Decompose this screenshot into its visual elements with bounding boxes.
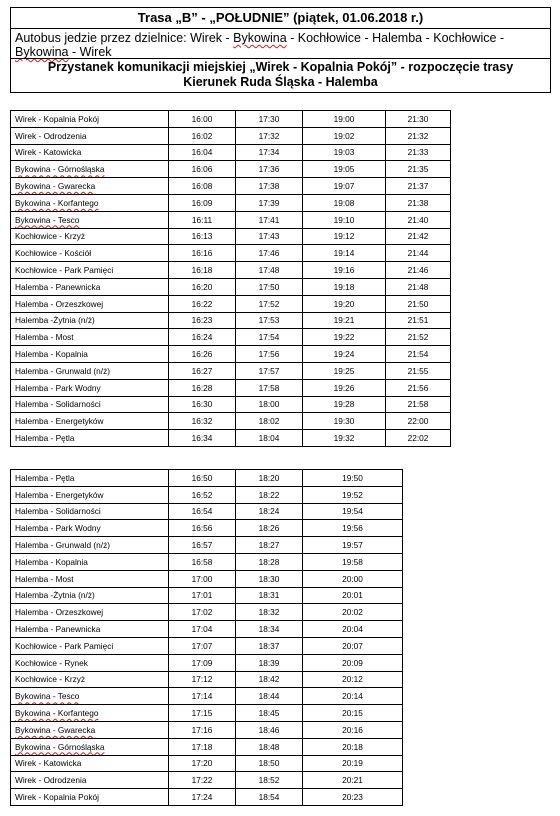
stop-name: Halemba - Panewnicka: [11, 278, 169, 295]
table-row: [11, 520, 403, 537]
stop-name: Kochłowice - Rynek: [11, 654, 169, 671]
departure-time: 17:00: [169, 570, 236, 587]
route-header: [10, 7, 551, 93]
departure-time: 17:01: [169, 587, 236, 604]
departure-time: 16:23: [169, 312, 236, 329]
departure-time: 21:40: [386, 211, 451, 228]
table-row: [11, 789, 403, 806]
departure-time: 20:23: [303, 789, 403, 806]
stop-name: Halemba - Solidarności: [11, 396, 169, 413]
stop-name: Wirek - Odrodzenia: [11, 127, 169, 144]
table-row: [11, 329, 451, 346]
stop-district: Bykowina - Tesco: [15, 214, 80, 225]
departure-time: 21:56: [386, 379, 451, 396]
table-row: [11, 553, 403, 570]
stop-name: Halemba - Solidarności: [11, 503, 169, 520]
departure-time: 17:56: [236, 346, 303, 363]
departure-time: 16:00: [169, 111, 236, 128]
timetable-outbound: [10, 110, 451, 447]
departure-time: 21:51: [386, 312, 451, 329]
departure-time: 16:56: [169, 520, 236, 537]
departure-time: 16:24: [169, 329, 236, 346]
stop-name: [11, 721, 169, 738]
direction-line: Kierunek Ruda Śląska - Halemba: [183, 75, 378, 89]
departure-time: 17:43: [236, 228, 303, 245]
stop-district: Bykowina - Górnośląska: [15, 741, 105, 752]
departure-time: 20:07: [303, 637, 403, 654]
route-districts: [11, 29, 550, 59]
departure-time: 18:20: [236, 470, 303, 487]
district-bykowina: Bykowina: [15, 45, 69, 59]
departure-time: 21:32: [386, 127, 451, 144]
departure-time: 19:58: [303, 553, 403, 570]
departure-time: 21:44: [386, 245, 451, 262]
table-row: [11, 688, 403, 705]
table-row: [11, 537, 403, 554]
table-row: [11, 295, 451, 312]
table-row: [11, 111, 451, 128]
table-row: [11, 503, 403, 520]
stop-district: Bykowina - Tesco: [15, 691, 80, 702]
departure-time: 16:58: [169, 553, 236, 570]
timetable-return: [10, 469, 403, 806]
table-row: [11, 245, 451, 262]
departure-time: 16:27: [169, 362, 236, 379]
departure-time: 18:24: [236, 503, 303, 520]
table-row: [11, 362, 451, 379]
stop-name: Kochłowice - Krzyż: [11, 228, 169, 245]
departure-time: 17:36: [236, 161, 303, 178]
departure-time: 17:57: [236, 362, 303, 379]
departure-time: 16:04: [169, 144, 236, 161]
departure-time: 18:37: [236, 637, 303, 654]
departure-time: 16:34: [169, 430, 236, 447]
table-row: [11, 738, 403, 755]
table-row: [11, 346, 451, 363]
departure-time: 17:24: [169, 789, 236, 806]
departure-time: 20:09: [303, 654, 403, 671]
departure-time: 17:09: [169, 654, 236, 671]
stop-name: Halemba - Energetyków: [11, 413, 169, 430]
table-row: [11, 413, 451, 430]
stop-name: Halemba - Park Wodny: [11, 520, 169, 537]
stop-name: Halemba - Pętla: [11, 470, 169, 487]
stop-name: Halemba - Orzeszkowej: [11, 295, 169, 312]
table-row: [11, 228, 451, 245]
departure-time: 18:04: [236, 430, 303, 447]
departure-time: 17:48: [236, 262, 303, 279]
table-row: [11, 379, 451, 396]
departure-time: 18:54: [236, 789, 303, 806]
table-row: [11, 211, 451, 228]
departure-time: 21:38: [386, 194, 451, 211]
departure-time: 16:20: [169, 278, 236, 295]
table-row: [11, 470, 403, 487]
route-start-info: [11, 59, 550, 92]
departure-time: 19:10: [303, 211, 386, 228]
departure-time: 19:05: [303, 161, 386, 178]
stop-name: Wirek - Kopalnia Pokój: [11, 111, 169, 128]
departure-time: 20:04: [303, 621, 403, 638]
stop-name: Halemba -Żytnia (n/ż): [11, 312, 169, 329]
departure-time: 19:50: [303, 470, 403, 487]
departure-time: 19:20: [303, 295, 386, 312]
stop-name: [11, 178, 169, 195]
districts-prefix: Autobus jedzie przez dzielnice: Wirek -: [15, 31, 234, 45]
departure-time: 17:41: [236, 211, 303, 228]
departure-time: 16:06: [169, 161, 236, 178]
departure-time: 22:02: [386, 430, 451, 447]
departure-time: 17:50: [236, 278, 303, 295]
stop-name: [11, 161, 169, 178]
stop-district: Bykowina - Korfantego: [15, 708, 99, 719]
departure-time: 16:02: [169, 127, 236, 144]
departure-time: 22:00: [386, 413, 451, 430]
departure-time: 17:32: [236, 127, 303, 144]
table-row: [11, 621, 403, 638]
departure-time: 17:02: [169, 604, 236, 621]
departure-time: 20:16: [303, 721, 403, 738]
table-row: [11, 637, 403, 654]
departure-time: 17:54: [236, 329, 303, 346]
departure-time: 21:33: [386, 144, 451, 161]
table-row: [11, 671, 403, 688]
departure-time: 18:50: [236, 755, 303, 772]
stop-name: [11, 738, 169, 755]
departure-time: 17:20: [169, 755, 236, 772]
districts-middle: - Kochłowice - Halemba - Kochłowice -: [286, 31, 505, 45]
table-row: [11, 570, 403, 587]
stop-name: Halemba -Żytnia (n/ż): [11, 587, 169, 604]
departure-time: 17:58: [236, 379, 303, 396]
departure-time: 17:04: [169, 621, 236, 638]
table-row: [11, 772, 403, 789]
departure-time: 19:25: [303, 362, 386, 379]
departure-time: 17:30: [236, 111, 303, 128]
table-row: [11, 278, 451, 295]
table-row: [11, 604, 403, 621]
table-row: [11, 755, 403, 772]
districts-suffix: - Wirek: [68, 45, 112, 59]
stop-name: Halemba - Orzeszkowej: [11, 604, 169, 621]
departure-time: 21:58: [386, 396, 451, 413]
departure-time: 21:30: [386, 111, 451, 128]
stop-name: Halemba - Energetyków: [11, 486, 169, 503]
table-row: [11, 587, 403, 604]
table-row: [11, 161, 451, 178]
departure-time: 18:22: [236, 486, 303, 503]
departure-time: 19:54: [303, 503, 403, 520]
departure-time: 18:42: [236, 671, 303, 688]
departure-time: 19:56: [303, 520, 403, 537]
departure-time: 20:18: [303, 738, 403, 755]
departure-time: 17:18: [169, 738, 236, 755]
stop-name: Halemba - Panewnicka: [11, 621, 169, 638]
departure-time: 16:16: [169, 245, 236, 262]
table-row: [11, 430, 451, 447]
departure-time: 19:12: [303, 228, 386, 245]
table-row: [11, 144, 451, 161]
departure-time: 19:16: [303, 262, 386, 279]
stop-name: [11, 705, 169, 722]
departure-time: 18:31: [236, 587, 303, 604]
stop-name: Kochłowice - Park Pamięci: [11, 262, 169, 279]
stop-name: Halemba - Grunwald (n/ż): [11, 537, 169, 554]
departure-time: 21:37: [386, 178, 451, 195]
departure-time: 21:35: [386, 161, 451, 178]
route-title: Trasa „B” - „POŁUDNIE” (piątek, 01.06.2018 r.): [11, 8, 550, 29]
departure-time: 17:53: [236, 312, 303, 329]
departure-time: 19:30: [303, 413, 386, 430]
stop-name: Kochłowice - Park Pamięci: [11, 637, 169, 654]
departure-time: 16:30: [169, 396, 236, 413]
departure-time: 19:24: [303, 346, 386, 363]
departure-time: 21:54: [386, 346, 451, 363]
departure-time: 20:21: [303, 772, 403, 789]
departure-time: 18:30: [236, 570, 303, 587]
departure-time: 16:18: [169, 262, 236, 279]
table-row: [11, 127, 451, 144]
departure-time: 18:27: [236, 537, 303, 554]
stop-name: Kochłowice - Kościół: [11, 245, 169, 262]
departure-time: 17:22: [169, 772, 236, 789]
departure-time: 16:52: [169, 486, 236, 503]
departure-time: 19:18: [303, 278, 386, 295]
departure-time: 16:54: [169, 503, 236, 520]
departure-time: 16:57: [169, 537, 236, 554]
departure-time: 20:12: [303, 671, 403, 688]
departure-time: 17:39: [236, 194, 303, 211]
departure-time: 19:00: [303, 111, 386, 128]
departure-time: 18:02: [236, 413, 303, 430]
departure-time: 18:39: [236, 654, 303, 671]
departure-time: 19:08: [303, 194, 386, 211]
departure-time: 18:48: [236, 738, 303, 755]
departure-time: 19:14: [303, 245, 386, 262]
departure-time: 18:44: [236, 688, 303, 705]
departure-time: 20:02: [303, 604, 403, 621]
stop-name: Halemba - Kopalnia: [11, 553, 169, 570]
departure-time: 20:01: [303, 587, 403, 604]
table-row: [11, 721, 403, 738]
departure-time: 17:16: [169, 721, 236, 738]
stop-name: Wirek - Katowicka: [11, 144, 169, 161]
departure-time: 21:42: [386, 228, 451, 245]
start-stop-line: Przystanek komunikacji miejskiej „Wirek - Kopalnia Pokój” - rozpoczęcie trasy: [47, 60, 514, 74]
departure-time: 17:46: [236, 245, 303, 262]
departure-time: 16:09: [169, 194, 236, 211]
departure-time: 16:32: [169, 413, 236, 430]
departure-time: 16:22: [169, 295, 236, 312]
departure-time: 16:13: [169, 228, 236, 245]
table-row: [11, 486, 403, 503]
stop-district: Bykowina - Gwarecka: [15, 181, 96, 192]
departure-time: 20:15: [303, 705, 403, 722]
stop-name: [11, 211, 169, 228]
stop-name: Halemba - Park Wodny: [11, 379, 169, 396]
departure-time: 21:50: [386, 295, 451, 312]
stop-name: Wirek - Katowicka: [11, 755, 169, 772]
departure-time: 16:08: [169, 178, 236, 195]
departure-time: 18:28: [236, 553, 303, 570]
departure-time: 19:02: [303, 127, 386, 144]
departure-time: 20:19: [303, 755, 403, 772]
departure-time: 16:28: [169, 379, 236, 396]
stop-name: Wirek - Kopalnia Pokój: [11, 789, 169, 806]
stop-name: Wirek - Odrodzenia: [11, 772, 169, 789]
departure-time: 17:15: [169, 705, 236, 722]
stop-name: [11, 688, 169, 705]
table-row: [11, 178, 451, 195]
table-row: [11, 705, 403, 722]
departure-time: 17:14: [169, 688, 236, 705]
departure-time: 18:26: [236, 520, 303, 537]
departure-time: 21:48: [386, 278, 451, 295]
departure-time: 19:22: [303, 329, 386, 346]
stop-name: Halemba - Kopalnia: [11, 346, 169, 363]
departure-time: 17:12: [169, 671, 236, 688]
district-bykowina: Bykowina: [233, 31, 287, 45]
table-row: [11, 312, 451, 329]
stop-district: Bykowina - Korfantego: [15, 197, 99, 208]
departure-time: 18:52: [236, 772, 303, 789]
table-row: [11, 262, 451, 279]
departure-time: 18:45: [236, 705, 303, 722]
departure-time: 19:21: [303, 312, 386, 329]
stop-name: Halemba - Grunwald (n/ż): [11, 362, 169, 379]
departure-time: 17:34: [236, 144, 303, 161]
departure-time: 19:07: [303, 178, 386, 195]
departure-time: 18:46: [236, 721, 303, 738]
departure-time: 19:28: [303, 396, 386, 413]
departure-time: 21:46: [386, 262, 451, 279]
departure-time: 21:52: [386, 329, 451, 346]
departure-time: 17:52: [236, 295, 303, 312]
stop-name: [11, 194, 169, 211]
departure-time: 18:32: [236, 604, 303, 621]
departure-time: 19:03: [303, 144, 386, 161]
departure-time: 19:32: [303, 430, 386, 447]
departure-time: 18:34: [236, 621, 303, 638]
table-row: [11, 396, 451, 413]
table-row: [11, 194, 451, 211]
departure-time: 16:50: [169, 470, 236, 487]
departure-time: 20:00: [303, 570, 403, 587]
stop-name: Halemba - Most: [11, 329, 169, 346]
table-row: [11, 654, 403, 671]
stop-district: Bykowina - Gwarecka: [15, 724, 96, 735]
departure-time: 19:26: [303, 379, 386, 396]
stop-name: Kochłowice - Krzyż: [11, 671, 169, 688]
stop-district: Bykowina - Górnośląska: [15, 164, 105, 175]
departure-time: 19:57: [303, 537, 403, 554]
departure-time: 17:07: [169, 637, 236, 654]
stop-name: Halemba - Pętla: [11, 430, 169, 447]
departure-time: 16:11: [169, 211, 236, 228]
departure-time: 20:14: [303, 688, 403, 705]
departure-time: 21:55: [386, 362, 451, 379]
departure-time: 17:38: [236, 178, 303, 195]
departure-time: 16:26: [169, 346, 236, 363]
departure-time: 18:00: [236, 396, 303, 413]
stop-name: Halemba - Most: [11, 570, 169, 587]
departure-time: 19:52: [303, 486, 403, 503]
